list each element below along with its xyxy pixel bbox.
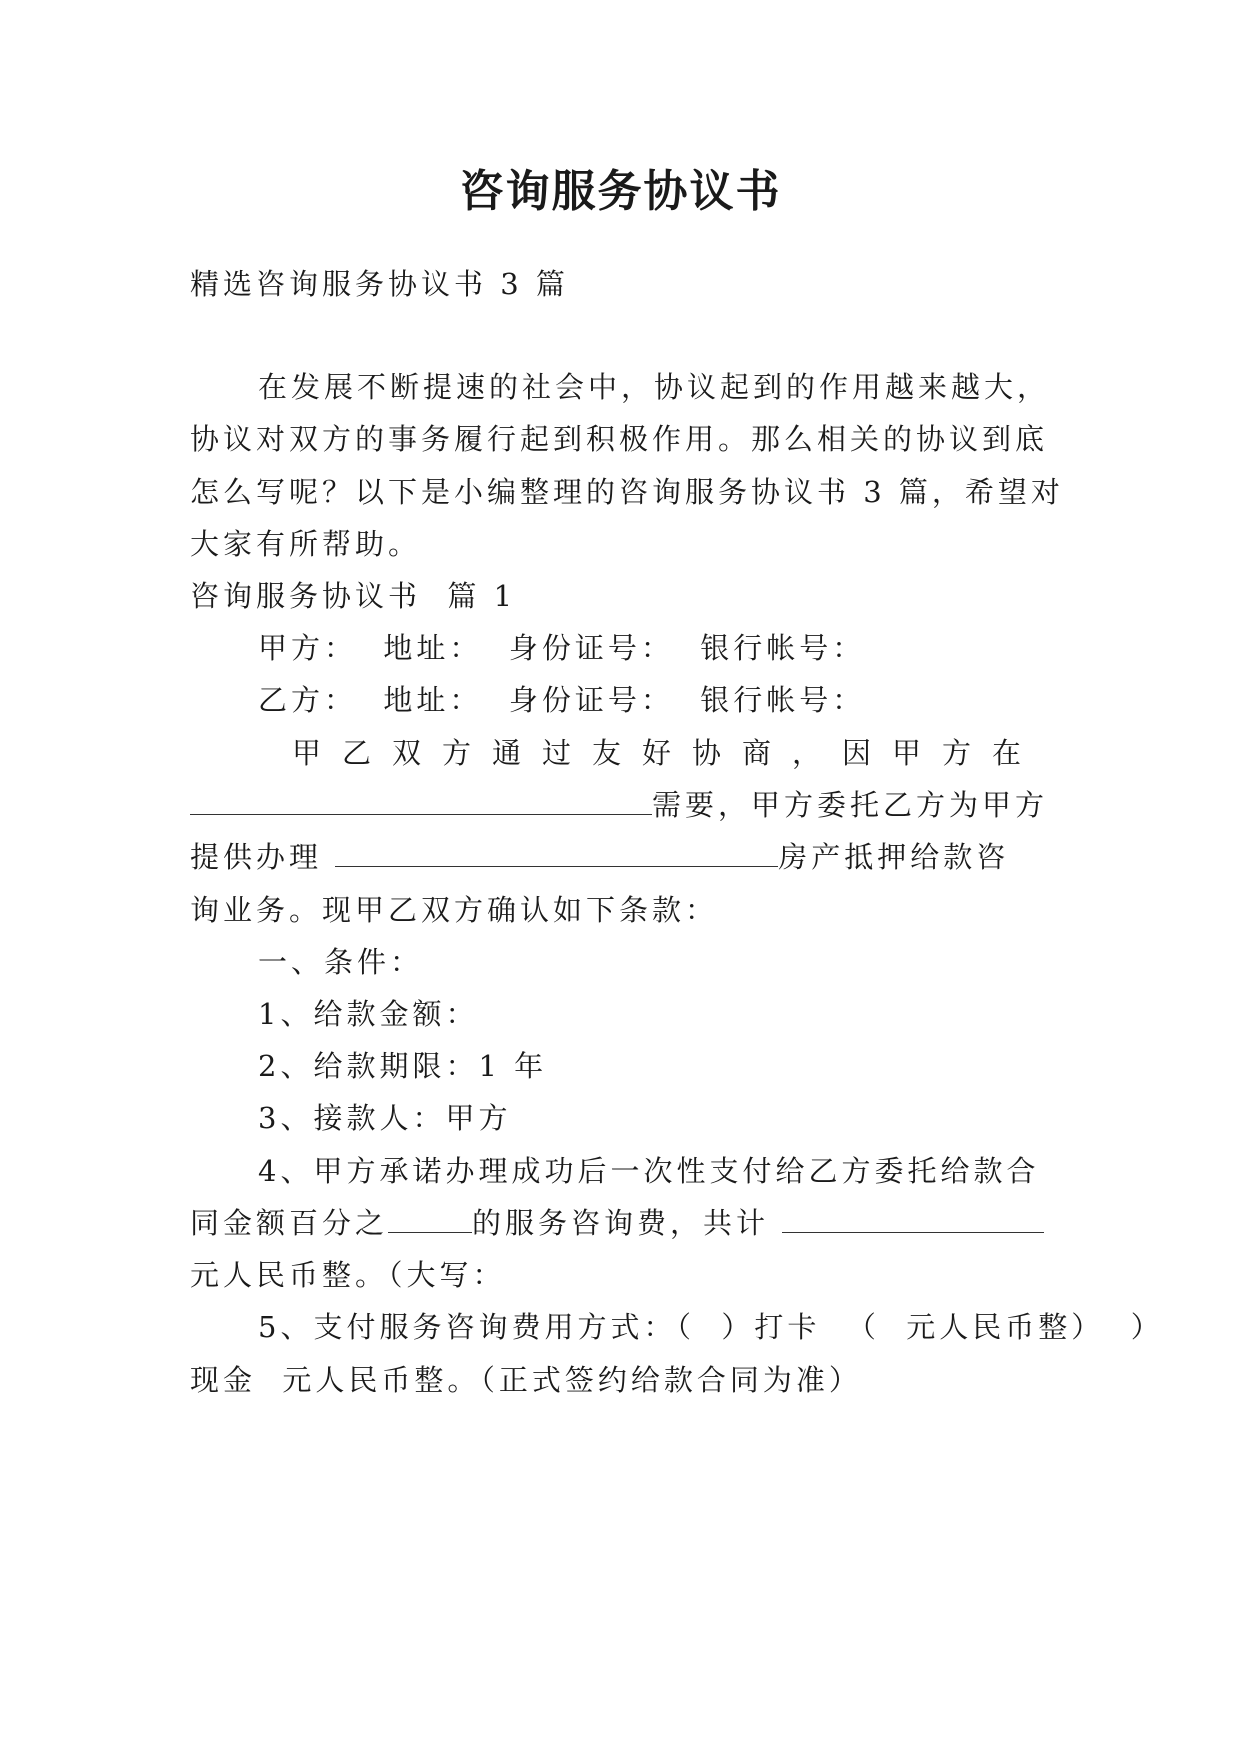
item-2: 2、给款期限：1 年 (258, 1049, 548, 1083)
intro-line-4: 大家有所帮助。 (190, 527, 422, 561)
clause-line-3 (190, 840, 1010, 874)
intro-line-3: 怎么写呢？以下是小编整理的咨询服务协议书 3 篇，希望对 (190, 475, 1064, 509)
party-b-line: 乙方： 地址： 身份证号： 银行帐号： (258, 683, 866, 717)
document-subtitle: 精选咨询服务协议书 3 篇 (190, 267, 569, 301)
clause-line-3-prefix: 提供办理 (190, 840, 336, 874)
item-4-mid: 的服务咨询费，共计 (472, 1206, 783, 1240)
item-4-prefix: 同金额百分之 (190, 1206, 389, 1240)
blank-underline (782, 1231, 1044, 1233)
item-5-line-1: 5、支付服务咨询费用方式：（ ）打卡 （ 元人民币整） ） (258, 1310, 1164, 1344)
clause-line-1: 甲乙双方通过友好协商，因甲方在 (292, 736, 1043, 770)
clause-line-2-text: 需要，甲方委托乙方为甲方 (652, 788, 1049, 822)
blank-underline (190, 813, 652, 815)
section-heading: 咨询服务协议书 篇 1 (190, 579, 517, 613)
intro-line-1: 在发展不断提速的社会中，协议起到的作用越来越大， (258, 370, 1051, 404)
blank-underline (335, 865, 778, 867)
item-4-line-3: 元人民币整。（大写： (190, 1258, 506, 1292)
item-3: 3、接款人：甲方 (258, 1101, 512, 1135)
clause-line-3-suffix: 房产抵押给款咨 (778, 840, 1010, 874)
conditions-heading: 一、条件： (258, 945, 424, 979)
item-1: 1、给款金额： (258, 997, 479, 1031)
item-5-line-2: 现金 元人民币整。（正式签约给款合同为准） (190, 1363, 862, 1397)
item-4-line-2 (190, 1206, 1044, 1240)
document-title: 咨询服务协议书 (459, 166, 782, 217)
intro-line-2: 协议对双方的事务履行起到积极作用。那么相关的协议到底 (190, 422, 1049, 456)
party-a-line: 甲方： 地址： 身份证号： 银行帐号： (258, 631, 866, 665)
clause-line-2 (190, 788, 1049, 822)
item-4-line-1: 4、甲方承诺办理成功后一次性支付给乙方委托给款合 (258, 1154, 1040, 1188)
blank-underline (388, 1231, 472, 1233)
clause-line-4: 询业务。现甲乙双方确认如下条款： (190, 893, 719, 927)
